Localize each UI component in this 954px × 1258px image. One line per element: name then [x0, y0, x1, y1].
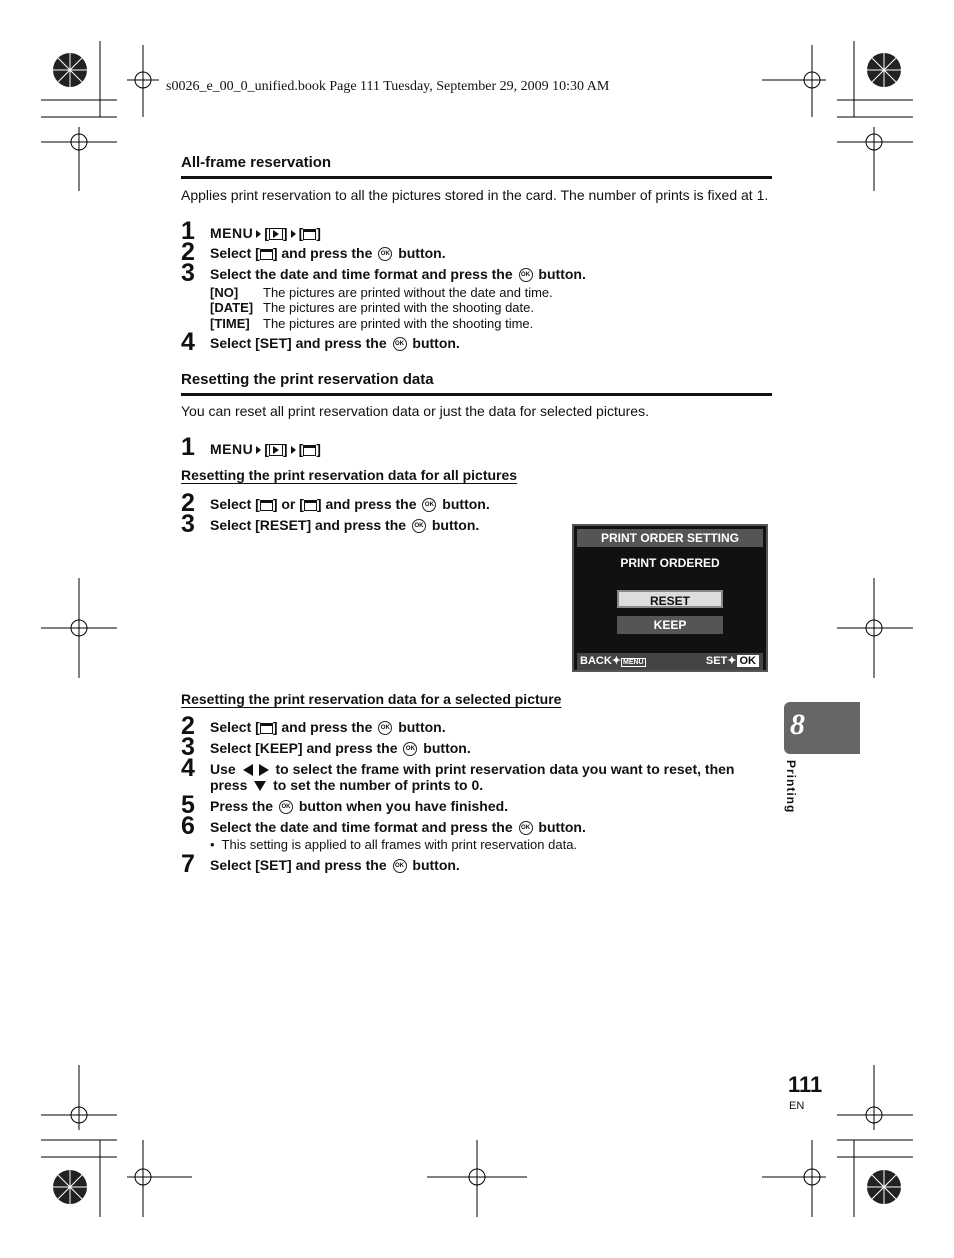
screen-footer: [577, 653, 763, 670]
step-text: Select [ ] or [ ] and press the OK button.: [210, 496, 490, 512]
step-menu-path: MENU [ ] [ ]: [210, 441, 321, 457]
option-row: [DATE] The pictures are printed with the shooting date.: [210, 300, 534, 315]
keep-option[interactable]: KEEP: [617, 616, 723, 634]
ok-button-icon: OK: [378, 721, 392, 735]
option-row: [TIME] The pictures are printed with the shooting time.: [210, 316, 534, 331]
chapter-label: Printing: [784, 760, 798, 814]
step-menu-path: MENU [ ] [ ]: [210, 225, 321, 241]
ok-button-icon: OK: [378, 247, 392, 261]
step-number: 3: [181, 733, 195, 761]
file-info-header: s0026_e_00_0_unified.book Page 111 Tuesday, September 29, 2009 10:30 AM: [166, 79, 610, 94]
ok-button-icon: OK: [393, 859, 407, 873]
section-title: Resetting the print reservation data: [181, 371, 434, 388]
step-text: Use to select the frame with print reservation data you want to reset, then: [210, 761, 735, 777]
section-rule: [181, 176, 772, 179]
arrow-right-icon: [256, 230, 261, 238]
step-number: 4: [181, 754, 195, 782]
step-number: 6: [181, 812, 195, 840]
back-hint: BACK✦ MENU: [580, 655, 644, 667]
section-intro: Applies print reservation to all the pictures stored in the card. The number of prints is fixed at 1.: [181, 187, 769, 203]
section-intro: You can reset all print reservation data or just the data for selected pictures.: [181, 403, 649, 419]
all-print-icon: [304, 500, 317, 511]
screen-title: PRINT ORDER SETTING: [577, 529, 763, 547]
arrow-right-icon: [291, 230, 296, 238]
step-number: 4: [181, 328, 195, 356]
ok-button-icon: OK: [422, 498, 436, 512]
step-text: Select [KEEP] and press the OK button.: [210, 740, 471, 756]
step-text: Select [SET] and press the OK button.: [210, 335, 460, 351]
step-text: Select [ ] and press the OK button.: [210, 719, 446, 735]
playback-icon: [269, 228, 283, 240]
ok-button-icon: OK: [519, 268, 533, 282]
registration-crosshair-icon: [41, 45, 913, 1217]
page-number: 111: [788, 1072, 823, 1097]
step-number: 1: [181, 433, 195, 461]
step-number: 3: [181, 510, 195, 538]
step-number: 2: [181, 712, 195, 740]
step-number: 5: [181, 791, 195, 819]
subsection-heading: Resetting the print reservation data for a selected picture: [181, 691, 562, 707]
screen-label: PRINT ORDERED: [620, 556, 720, 570]
ok-button-icon: OK: [279, 800, 293, 814]
arrow-right-icon: [259, 764, 269, 776]
step-number: 7: [181, 850, 195, 878]
ok-button-icon: OK: [412, 519, 426, 533]
step-text: Press the OK button when you have finished.: [210, 798, 509, 814]
page-language: EN: [789, 1100, 805, 1112]
print-order-icon: [303, 445, 316, 456]
step-text-continued: press to set the number of prints to 0.: [210, 777, 484, 793]
camera-screen: [572, 524, 768, 672]
playback-icon: [269, 444, 283, 456]
step-number: 3: [181, 259, 195, 287]
ok-button-icon: OK: [393, 337, 407, 351]
step-number: 2: [181, 238, 195, 266]
print-order-icon: [303, 229, 316, 240]
arrow-left-icon: [243, 764, 253, 776]
print-order-icon: [260, 500, 273, 511]
option-row: [NO] The pictures are printed without the date and time.: [210, 285, 553, 300]
ok-button-icon: OK: [403, 742, 417, 756]
step-number: 1: [181, 217, 195, 245]
reset-option[interactable]: RESET: [617, 590, 723, 608]
arrow-down-icon: [254, 781, 266, 791]
step-text: Select [SET] and press the OK button.: [210, 857, 460, 873]
section-title: All-frame reservation: [181, 154, 332, 171]
chapter-tab: 8: [784, 702, 860, 754]
step-text: Select [RESET] and press the OK button.: [210, 517, 480, 533]
menu-keyword: MENU: [210, 225, 254, 241]
arrow-right-icon: [291, 446, 296, 454]
step-text: Select the date and time format and press the OK button.: [210, 819, 586, 835]
step-text: Select [ ] and press the OK button.: [210, 245, 446, 261]
arrow-right-icon: [256, 446, 261, 454]
set-hint: SET✦ OK: [706, 653, 759, 670]
ok-button-icon: OK: [519, 821, 533, 835]
section-rule: [181, 393, 772, 396]
print-order-icon: [260, 723, 273, 734]
step-number: 2: [181, 489, 195, 517]
all-print-icon: [260, 249, 273, 260]
subsection-heading: Resetting the print reservation data for all pictures: [181, 467, 518, 483]
bullet-note: • This setting is applied to all frames with print reservation data.: [210, 837, 578, 852]
step-text: Select the date and time format and press the OK button.: [210, 266, 586, 282]
menu-keyword: MENU: [210, 441, 254, 457]
